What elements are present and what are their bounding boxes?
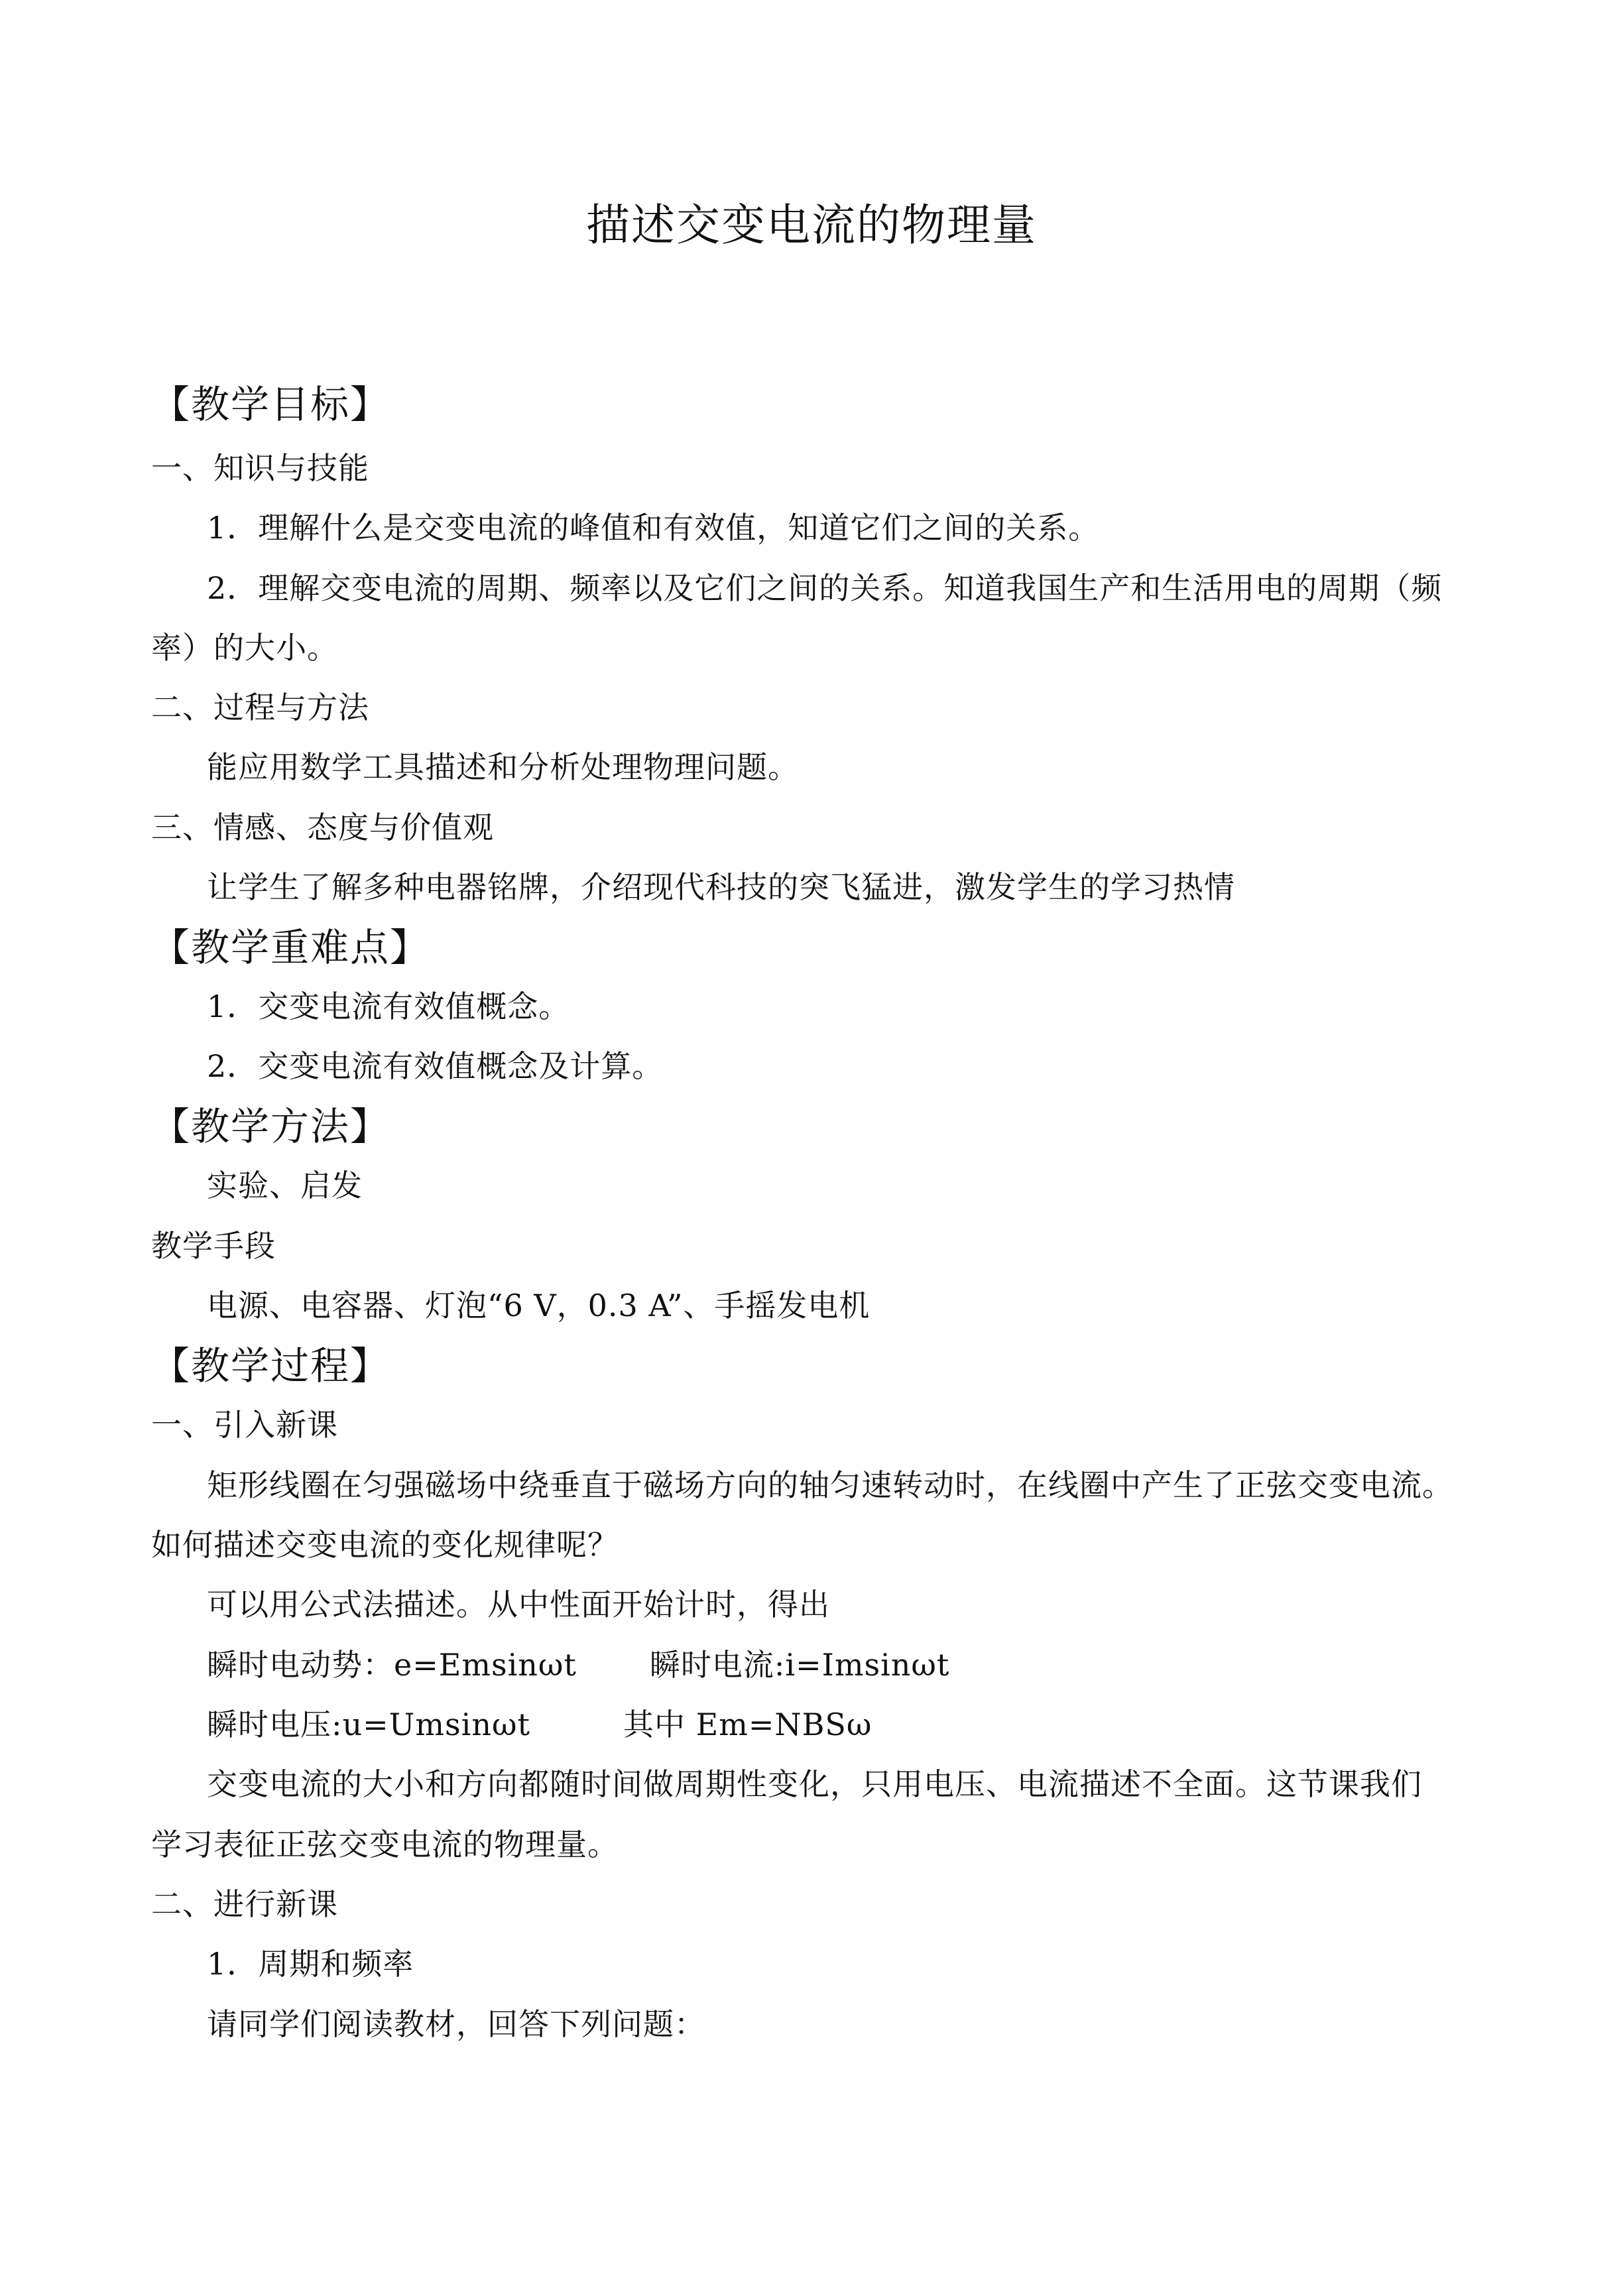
intro-paragraph-1-line-1: 矩形线圈在匀强磁场中绕垂直于磁场方向的轴匀速转动时，在线圈中产生了正弦交变电流。 xyxy=(207,1467,1453,1503)
section-heading-goals: 【教学目标】 xyxy=(151,382,391,427)
means-label: 教学手段 xyxy=(151,1228,276,1264)
methods-text: 实验、启发 xyxy=(207,1168,363,1203)
formula-row-1 xyxy=(207,1645,949,1685)
subheading-emotion: 三、情感、态度与价值观 xyxy=(151,810,494,845)
section-heading-methods: 【教学方法】 xyxy=(151,1104,391,1149)
formula-current: 瞬时电流:i=Imsinωt xyxy=(649,1647,950,1683)
key-point-2: 2．交变电流有效值概念及计算。 xyxy=(207,1048,664,1084)
page-title: 描述交变电流的物理量 xyxy=(586,200,1037,251)
intro-paragraph-2: 可以用公式法描述。从中性面开始计时，得出 xyxy=(207,1587,830,1622)
process-text: 能应用数学工具描述和分析处理物理问题。 xyxy=(207,749,799,785)
subheading-new-lesson: 二、进行新课 xyxy=(151,1886,338,1922)
section-heading-key-points: 【教学重难点】 xyxy=(151,925,430,970)
formula-em: 其中 Em=NBSω xyxy=(623,1707,872,1742)
emotion-text: 让学生了解多种电器铭牌，介绍现代科技的突飞猛进，激发学生的学习热情 xyxy=(207,869,1235,905)
new-lesson-text: 请同学们阅读教材，回答下列问题： xyxy=(207,2006,705,2042)
subheading-process: 二、过程与方法 xyxy=(151,690,369,725)
intro-paragraph-3-line-2: 学习表征正弦交变电流的物理量。 xyxy=(151,1827,619,1862)
subheading-intro: 一、引入新课 xyxy=(151,1407,338,1443)
means-text: 电源、电容器、灯泡“6 V，0.3 A”、手摇发电机 xyxy=(207,1288,871,1323)
knowledge-item-1: 1．理解什么是交变电流的峰值和有效值，知道它们之间的关系。 xyxy=(207,510,1100,546)
formula-row-2 xyxy=(207,1705,872,1744)
formula-voltage: 瞬时电压:u=Umsinωt xyxy=(207,1707,530,1742)
key-point-1: 1．交变电流有效值概念。 xyxy=(207,989,570,1024)
knowledge-item-2-line-1: 2．理解交变电流的周期、频率以及它们之间的关系。知道我国生产和生活用电的周期（频 xyxy=(207,570,1443,606)
subheading-knowledge: 一、知识与技能 xyxy=(151,450,369,486)
section-heading-procedure: 【教学过程】 xyxy=(151,1343,391,1388)
new-lesson-sub-1: 1．周期和频率 xyxy=(207,1946,414,1982)
formula-emf: 瞬时电动势：e=Emsinωt xyxy=(207,1647,577,1683)
intro-paragraph-1-line-2: 如何描述交变电流的变化规律呢？ xyxy=(151,1527,619,1563)
intro-paragraph-3-line-1: 交变电流的大小和方向都随时间做周期性变化，只用电压、电流描述不全面。这节课我们 xyxy=(207,1766,1422,1802)
knowledge-item-2-line-2: 率）的大小。 xyxy=(151,630,338,666)
